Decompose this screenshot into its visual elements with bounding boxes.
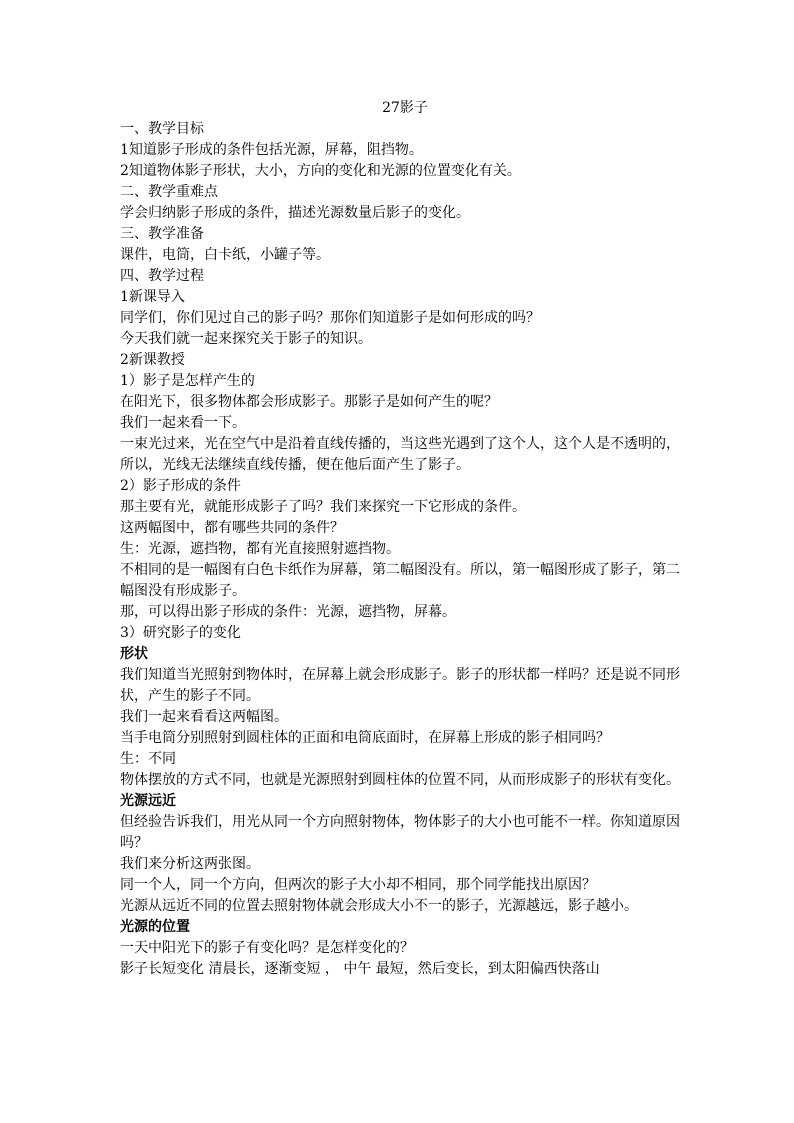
- text-line: 1知道影子形成的条件包括光源，屏幕，阻挡物。: [120, 142, 423, 158]
- text-line: 当手电筒分别照射到圆柱体的正面和电筒底面时，在屏幕上形成的影子相同吗？: [120, 730, 610, 746]
- section-heading: 光源的位置: [120, 919, 190, 935]
- text-line: 那主要有光，就能形成影子了吗？我们来探究一下它形成的条件。: [120, 499, 526, 515]
- text-line: 2知道物体影子形状，大小，方向的变化和光源的位置变化有关。: [120, 163, 521, 179]
- text-line: 影子长短变化 清晨长，逐渐变短 ， 中午 最短，然后变长，到太阳偏西快落山: [120, 961, 600, 977]
- text-line: 2新课教授: [120, 352, 185, 368]
- text-line: 课件，电筒，白卡纸，小罐子等。: [120, 247, 330, 263]
- text-line: 一天中阳光下的影子有变化吗？是怎样变化的？: [120, 940, 414, 956]
- text-line: 1新课导入: [120, 289, 185, 305]
- document-title: 27影子: [382, 100, 428, 116]
- text-line: 这两幅图中，都有哪些共同的条件？: [120, 520, 344, 536]
- paragraph: 但经验告诉我们，用光从同一个方向照射物体，物体影子的大小也可能不一样。你知道原因吗？: [120, 814, 680, 851]
- text-line: 二、教学重难点: [120, 184, 218, 200]
- text-line: 3）研究影子的变化: [120, 625, 241, 641]
- paragraph: 我们知道当光照射到物体时，在屏幕上就会形成影子。影子的形状都一样吗？还是说不同形状，产生的影子不同。: [120, 667, 680, 704]
- paragraph: 光源从远近不同的位置去照射物体就会形成大小不一的影子，光源越远，影子越小。: [120, 898, 638, 914]
- text-line: 我们来分析这两张图。: [120, 856, 260, 872]
- document-lines: [120, 119, 680, 980]
- section-heading: 光源远近: [120, 793, 176, 809]
- text-line: 2）影子形成的条件: [120, 478, 241, 494]
- text-line: 那，可以得出影子形成的条件：光源，遮挡物，屏幕。: [120, 604, 456, 620]
- document-body: [120, 98, 680, 980]
- text-line: 同学们，你们见过自己的影子吗？那你们知道影子是如何形成的吗？: [120, 310, 540, 326]
- text-line: 我们一起来看看这两幅图。: [120, 709, 288, 725]
- paragraph: 不相同的是一幅图有白色卡纸作为屏幕，第二幅图没有。所以，第一幅图形成了影子，第二幅图没有形成影子。: [120, 562, 680, 599]
- text-line: 今天我们就一起来探究关于影子的知识。: [120, 331, 372, 347]
- text-line: 我们一起来看一下。: [120, 415, 246, 431]
- text-line: 在阳光下，很多物体都会形成影子。那影子是如何产生的呢？: [120, 394, 498, 410]
- text-line: 生：不同: [120, 751, 176, 767]
- text-line: 一、教学目标: [120, 121, 204, 137]
- text-line: 四、教学过程: [120, 268, 204, 284]
- text-line: 同一个人，同一个方向，但两次的影子大小却不相同，那个同学能找出原因？: [120, 877, 596, 893]
- paragraph: 物体摆放的方式不同，也就是光源照射到圆柱体的位置不同，从而形成影子的形状有变化。: [120, 772, 680, 788]
- text-line: 三、教学准备: [120, 226, 204, 242]
- section-heading: 形状: [120, 646, 148, 662]
- text-line: 1）影子是怎样产生的: [120, 373, 255, 389]
- paragraph: 一束光过来，光在空气中是沿着直线传播的，当这些光遇到了这个人，这个人是不透明的，所以，光线无法继续直线传播，便在他后面产生了影子。: [120, 436, 680, 473]
- text-line: 生：光源，遮挡物，都有光直接照射遮挡物。: [120, 541, 400, 557]
- text-line: 学会归纳影子形成的条件，描述光源数量后影子的变化。: [120, 205, 470, 221]
